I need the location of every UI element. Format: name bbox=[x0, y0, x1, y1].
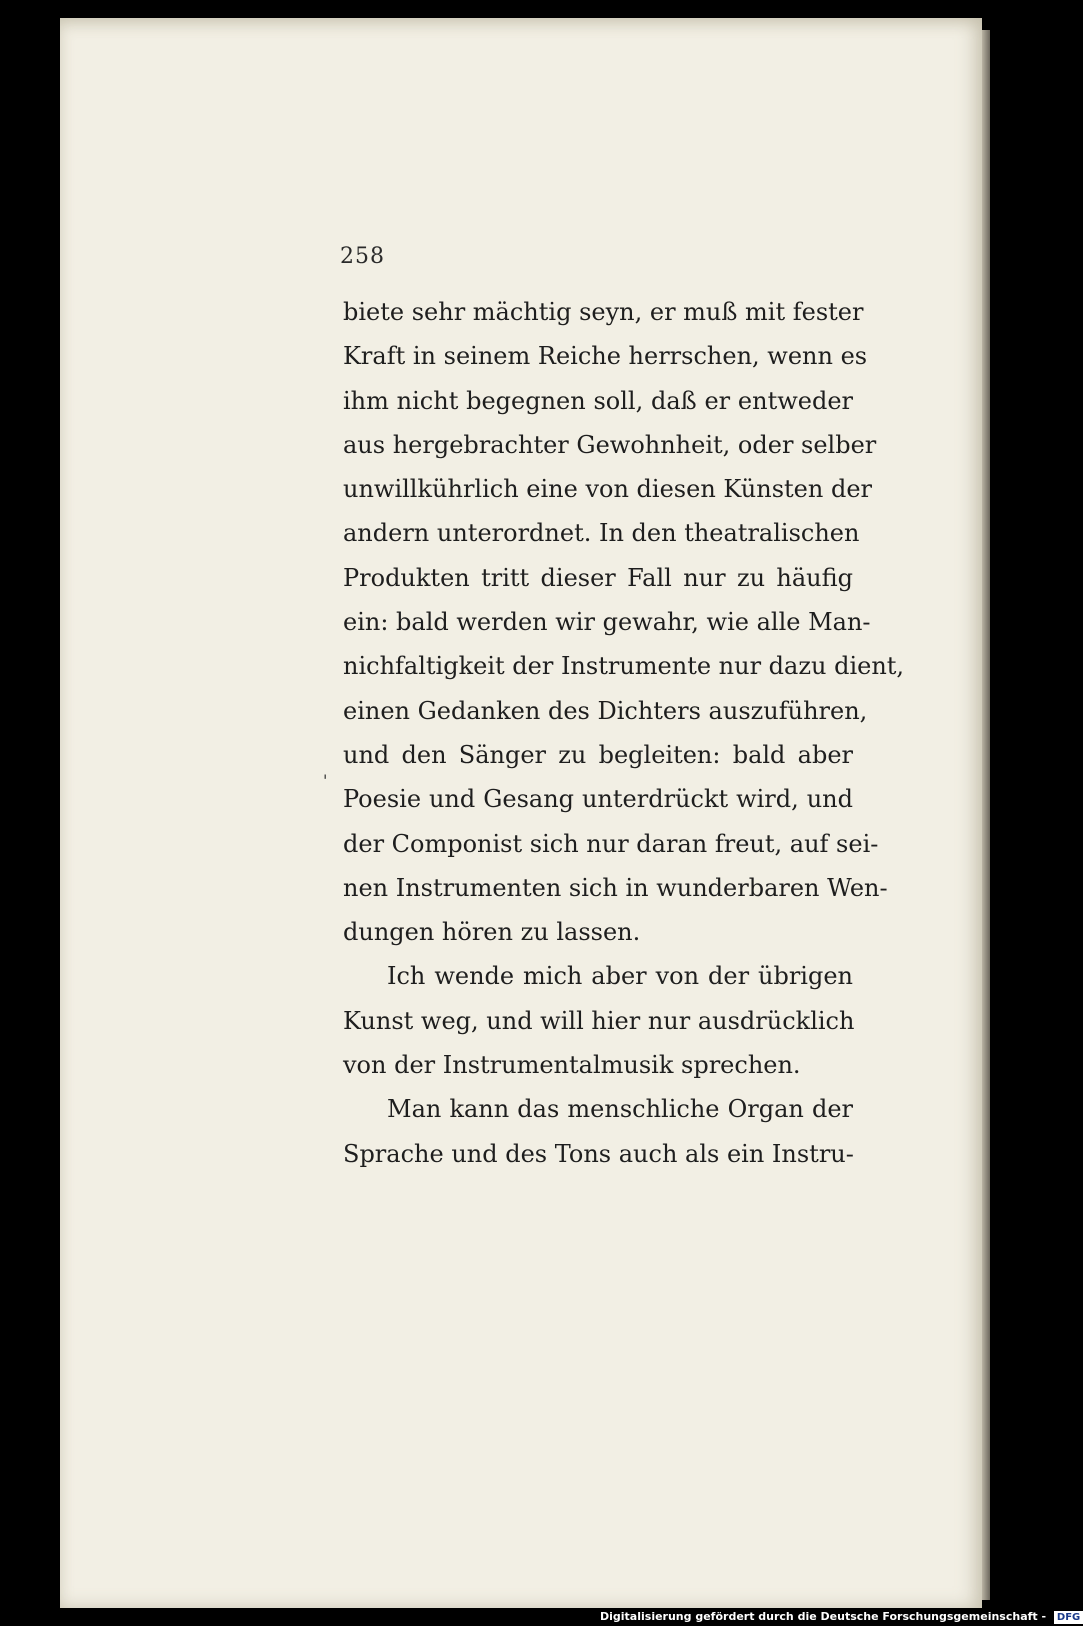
text-line-1: biete sehr mächtig seyn, er muß mit fester bbox=[343, 298, 864, 326]
text-line-12: Poesie und Gesang unterdrückt wird, und bbox=[343, 785, 853, 814]
text-line-6: andern unterordnet. In den theatralischen bbox=[343, 519, 860, 548]
page-number: 258 bbox=[340, 244, 385, 269]
text-line-15: dungen hören zu lassen. bbox=[343, 918, 641, 947]
text-line-19: Man kann das menschliche Organ der bbox=[387, 1095, 853, 1124]
footer-credit: Digitalisierung gefördert durch die Deutsche Forschungsgemeinschaft - bbox=[600, 1610, 1047, 1623]
text-line-8: ein: bald werden wir gewahr, wie alle Man- bbox=[343, 608, 871, 637]
page-edge-shadow bbox=[982, 30, 990, 1600]
text-line-20: Sprache und des Tons auch als ein Instru- bbox=[343, 1139, 854, 1168]
text-line-4: aus hergebrachter Gewohnheit, oder selber bbox=[343, 430, 877, 459]
text-line-5: unwillkührlich eine von diesen Künsten der bbox=[343, 475, 873, 504]
margin-mark: ' bbox=[323, 771, 328, 790]
text-line-11: und den Sänger zu begleiten: bald aber bbox=[343, 740, 853, 769]
text-line-16: Ich wende mich aber von der übrigen bbox=[387, 962, 853, 991]
text-line-13: der Componist sich nur daran freut, auf sei- bbox=[343, 829, 879, 858]
text-line-10: einen Gedanken des Dichters auszuführen, bbox=[343, 696, 868, 725]
text-line-9: nichfaltigkeit der Instrumente nur dazu dient, bbox=[343, 652, 905, 681]
text-line-14: nen Instrumenten sich in wunderbaren Wen- bbox=[343, 873, 888, 902]
body-text bbox=[343, 290, 905, 1176]
digitization-footer bbox=[600, 1608, 1081, 1626]
text-line-18: von der Instrumentalmusik sprechen. bbox=[343, 1051, 801, 1080]
text-line-7: Produkten tritt dieser Fall nur zu häufig bbox=[343, 563, 853, 592]
text-line-2: Kraft in seinem Reiche herrschen, wenn es bbox=[343, 342, 868, 371]
dfg-logo: DFG bbox=[1054, 1611, 1083, 1624]
text-line-17: Kunst weg, und will hier nur ausdrücklich bbox=[343, 1006, 855, 1035]
text-line-3: ihm nicht begegnen soll, daß er entweder bbox=[343, 386, 853, 415]
